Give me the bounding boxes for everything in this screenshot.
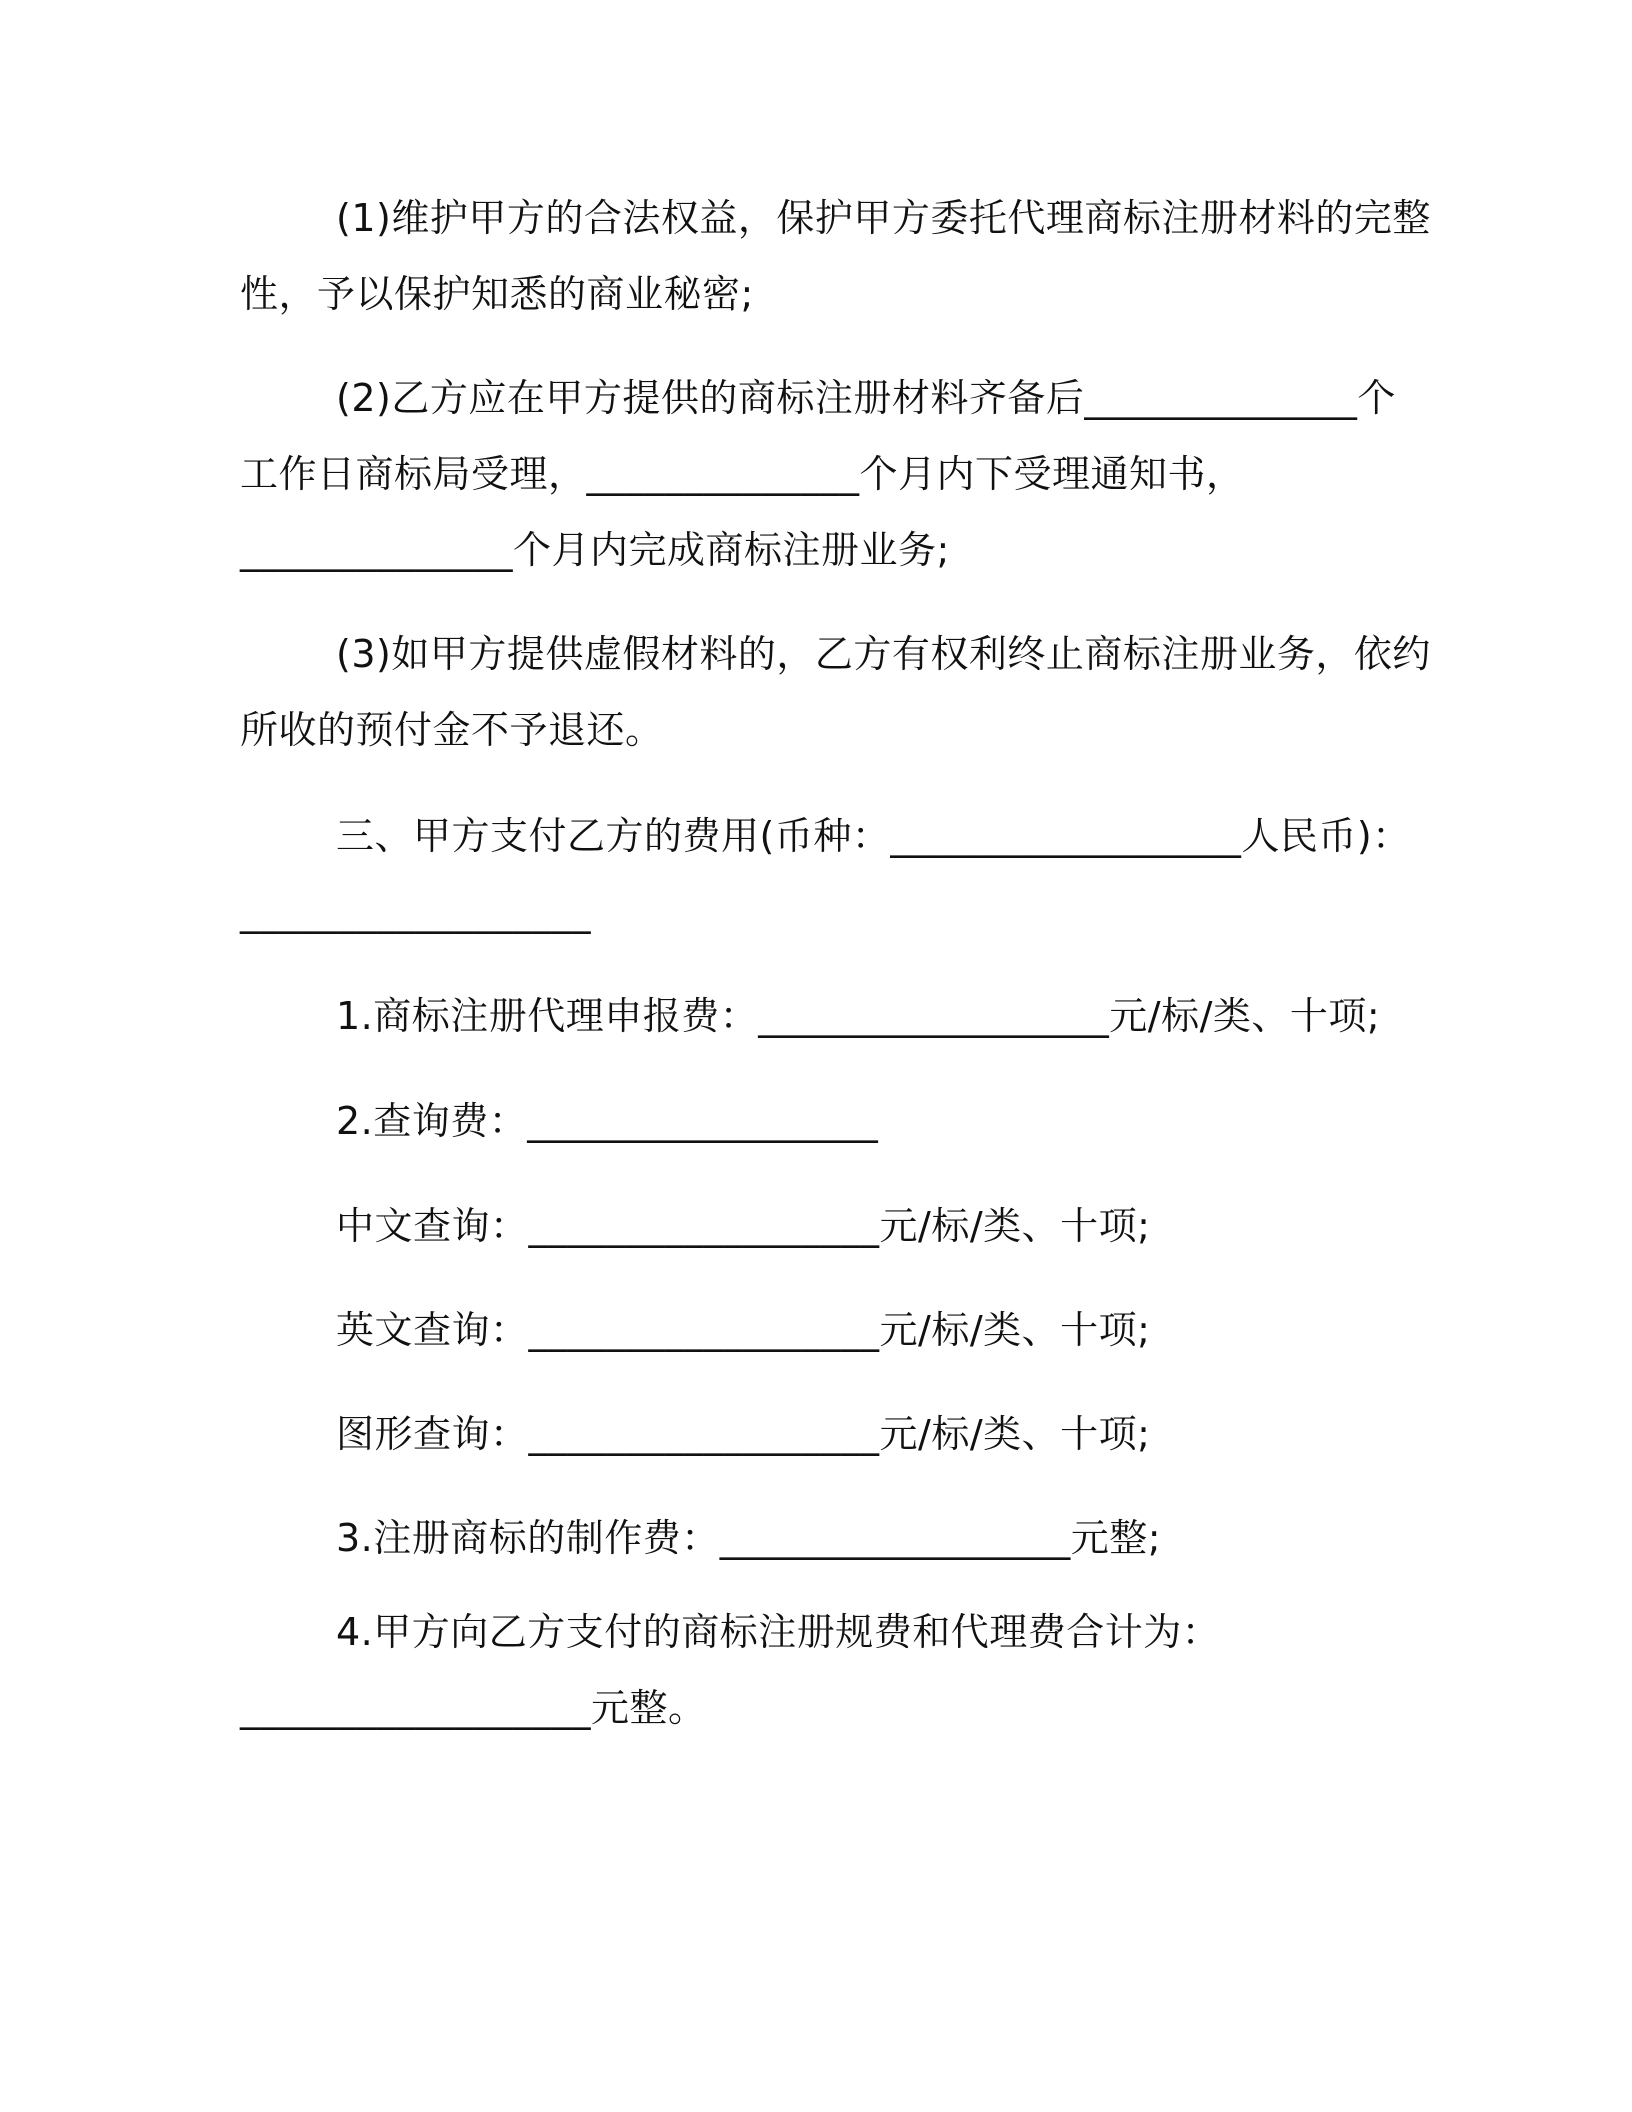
query-chinese-label: 中文查询： <box>336 1204 529 1248</box>
fee-4-line-1: 4.甲方向乙方支付的商标注册规费和代理费合计为： <box>336 1610 1221 1654</box>
fee-3-line <box>240 1500 1392 1576</box>
query-english <box>240 1292 1392 1368</box>
query-english-line <box>240 1292 1392 1368</box>
fee-3-suffix: 元整; <box>1070 1516 1162 1560</box>
blank-query-graphic[interactable]: __________________ <box>528 1412 880 1456</box>
blank-months-notice[interactable]: ______________ <box>586 452 860 496</box>
query-english-label: 英文查询： <box>336 1308 529 1352</box>
blank-months-complete[interactable]: ______________ <box>240 528 513 572</box>
section-3-suffix: 人民币)： <box>1241 814 1411 858</box>
blank-fee-4[interactable]: __________________ <box>240 1686 591 1730</box>
fee-2 <box>240 1083 1392 1159</box>
clause-2-text-1: (2)乙方应在甲方提供的商标注册材料齐备后 <box>336 376 1085 420</box>
clause-2-text-2: 工作日商标局受理， <box>240 452 587 496</box>
fee-1 <box>240 978 1392 1054</box>
clause-3-line-1: (3)如甲方提供虚假材料的，乙方有权利终止商标注册业务，依约 <box>336 632 1431 676</box>
clause-3-line-2: 所收的预付金不予退还。 <box>240 708 664 752</box>
query-graphic-label: 图形查询： <box>336 1412 529 1456</box>
blank-fee-1[interactable]: __________________ <box>758 994 1110 1038</box>
clause-2-suffix-1: 个 <box>1357 376 1396 420</box>
section-3-text: 三、甲方支付乙方的费用(币种： <box>336 814 891 858</box>
fee-4-suffix: 元整。 <box>591 1686 707 1730</box>
query-chinese-line <box>240 1188 1392 1264</box>
query-graphic-suffix: 元/标/类、十项; <box>879 1412 1151 1456</box>
clause-3 <box>240 616 1431 768</box>
fee-1-label: 1.商标注册代理申报费： <box>336 994 759 1038</box>
section-3-line-2 <box>240 874 1392 950</box>
clause-2 <box>240 360 1396 588</box>
blank-fee-2[interactable]: __________________ <box>527 1099 879 1143</box>
fee-2-line <box>240 1083 1392 1159</box>
query-graphic-line <box>240 1396 1392 1472</box>
fee-4-line-2 <box>240 1670 1392 1746</box>
query-chinese <box>240 1188 1392 1264</box>
fee-4 <box>240 1594 1392 1746</box>
blank-fee-3[interactable]: __________________ <box>719 1516 1071 1560</box>
query-english-suffix: 元/标/类、十项; <box>879 1308 1151 1352</box>
fee-1-suffix: 元/标/类、十项; <box>1109 994 1381 1038</box>
blank-query-chinese[interactable]: __________________ <box>528 1204 880 1248</box>
clause-2-suffix-2: 个月内下受理通知书， <box>859 452 1245 496</box>
blank-workdays[interactable]: ______________ <box>1084 376 1358 420</box>
section-3 <box>240 798 1411 950</box>
clause-2-line-2 <box>240 436 1392 512</box>
clause-2-suffix-3: 个月内完成商标注册业务; <box>513 528 950 572</box>
fee-3 <box>240 1500 1392 1576</box>
fee-2-label: 2.查询费： <box>336 1099 528 1143</box>
fee-1-line <box>240 978 1392 1054</box>
query-chinese-suffix: 元/标/类、十项; <box>879 1204 1151 1248</box>
clause-2-line-1 <box>240 360 1396 436</box>
clause-2-line-3 <box>240 512 1392 588</box>
section-3-line-1 <box>240 798 1411 874</box>
blank-currency[interactable]: __________________ <box>890 814 1242 858</box>
clause-1-line-2: 性，予以保护知悉的商业秘密; <box>240 272 754 316</box>
fee-3-label: 3.注册商标的制作费： <box>336 1516 720 1560</box>
clause-1-line-1: (1)维护甲方的合法权益，保护甲方委托代理商标注册材料的完整 <box>336 196 1431 240</box>
blank-total-amount[interactable]: __________________ <box>240 890 591 934</box>
blank-query-english[interactable]: __________________ <box>528 1308 880 1352</box>
clause-1 <box>240 180 1431 332</box>
query-graphic <box>240 1396 1392 1472</box>
